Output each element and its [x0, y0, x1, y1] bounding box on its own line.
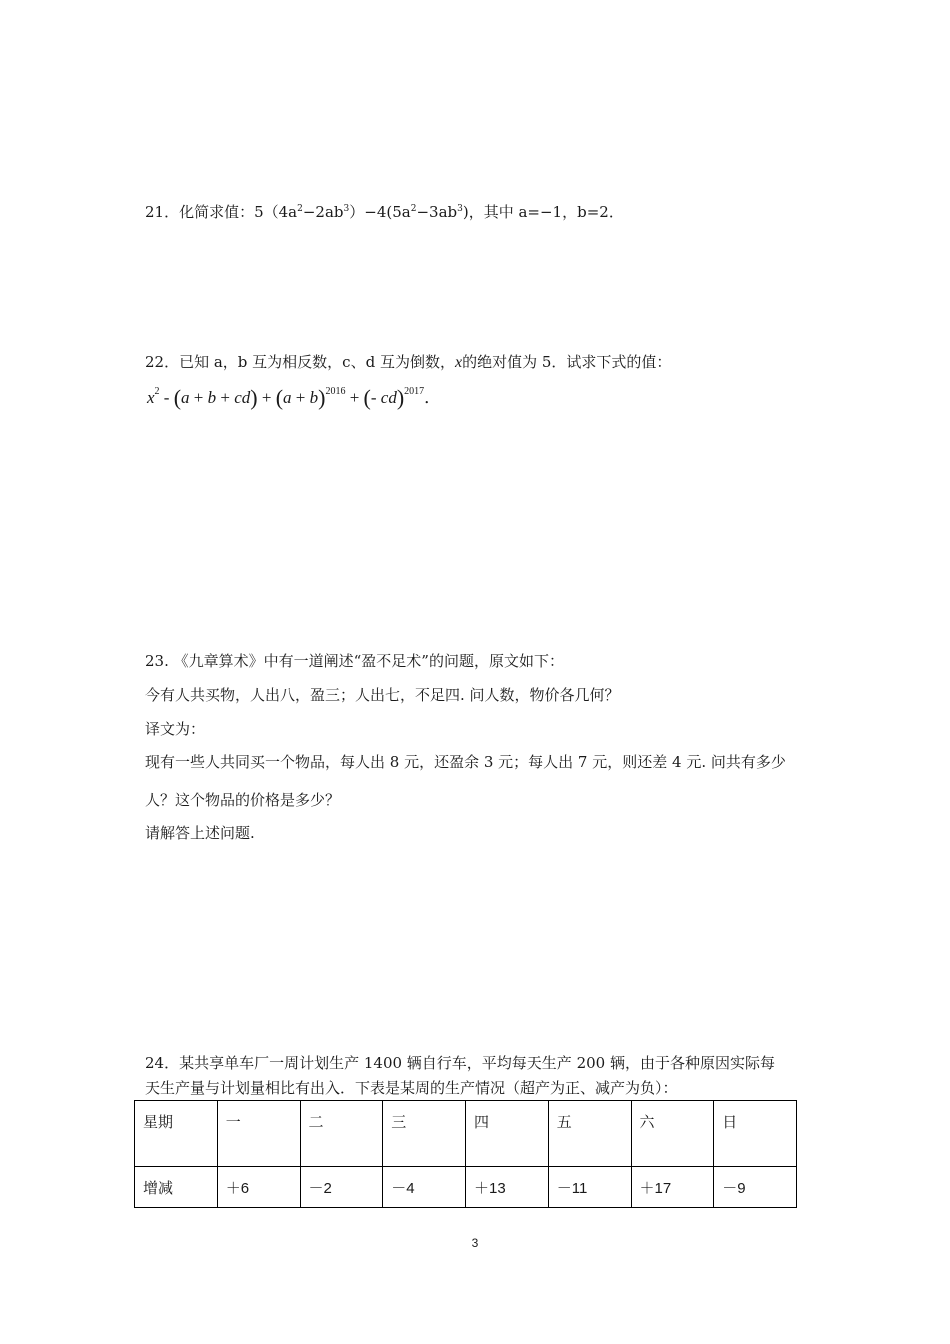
formula-exponent: 2017 [404, 386, 425, 397]
formula-paren: ) [250, 385, 258, 410]
formula-paren: ) [318, 385, 326, 410]
q21-sup: 2 [410, 204, 417, 214]
q22-formula [147, 383, 441, 411]
table-header-label: 星期 [135, 1101, 218, 1167]
formula-exponent: 2 [154, 386, 160, 397]
question-21 [145, 201, 624, 222]
formula-paren: ( [363, 385, 371, 410]
q23-line: 今有人共买物，人出八，盈三；人出七，不足四. 问人数，物价各几何？ [145, 686, 620, 704]
formula-paren: ) [396, 385, 405, 410]
table-day-cell: 一 [217, 1101, 300, 1167]
formula-period: ． [424, 388, 442, 407]
formula-operator: + [257, 388, 276, 407]
q21-part: )，其中 a=−1，b=2． [462, 203, 624, 221]
q21-part: ）−4(5a [349, 203, 411, 221]
formula-term: x [147, 388, 155, 407]
q23-line: 23. 《九章算术》中有一道阐述“盈不足术”的问题，原文如下： [145, 652, 564, 670]
q21-part: −3ab [416, 203, 458, 221]
formula-term: cd [234, 388, 251, 407]
formula-operator: + [189, 388, 208, 407]
formula-operator: + [216, 388, 235, 407]
q21-sup: 3 [457, 204, 463, 214]
formula-operator: - [370, 388, 381, 407]
table-day-cell: 五 [548, 1101, 631, 1167]
table-value-cell: －9 [714, 1167, 797, 1208]
q23-line: 请解答上述问题. [145, 824, 255, 842]
formula-operator: + [345, 388, 364, 407]
q24-line: 天生产量与计划量相比有出入．下表是某周的生产情况（超产为正、减产为负）： [145, 1079, 678, 1097]
table-value-cell: －11 [548, 1167, 631, 1208]
table-row [135, 1167, 797, 1208]
q23-line: 译文为： [145, 720, 206, 738]
production-table [134, 1100, 797, 1208]
formula-term: b [309, 388, 319, 407]
q22-text: 的绝对值为 5．试求下式的值： [462, 353, 672, 371]
formula-term: a [181, 388, 190, 407]
q21-lead: 化简求值：5（4a [179, 203, 298, 221]
q22-text: 已知 a，b 互为相反数，c、d 互为倒数， [179, 353, 455, 371]
formula-term: cd [380, 388, 397, 407]
formula-operator: - [163, 388, 170, 407]
table-day-cell: 六 [631, 1101, 714, 1167]
q23-line: 人？这个物品的价格是多少？ [145, 791, 341, 809]
table-day-cell: 四 [466, 1101, 549, 1167]
q21-sup: 3 [343, 204, 350, 214]
question-22 [145, 351, 671, 372]
table-value-cell: －2 [300, 1167, 383, 1208]
q24-line: 24．某共享单车厂一周计划生产 1400 辆自行车，平均每天生产 200 辆，由于各种原因实际每 [145, 1054, 775, 1072]
table-day-cell: 二 [300, 1101, 383, 1167]
formula-paren: ( [173, 385, 182, 410]
q21-part: −2ab [302, 203, 344, 221]
table-value-cell: －4 [383, 1167, 466, 1208]
table-value-cell: ＋13 [466, 1167, 549, 1208]
q21-number: 21． [145, 203, 180, 221]
formula-term: a [283, 388, 292, 407]
formula-exponent: 2016 [325, 386, 346, 397]
table-value-cell: ＋6 [217, 1167, 300, 1208]
q22-number: 22． [145, 353, 180, 371]
table-row-label: 增减 [135, 1167, 218, 1208]
table-day-cell: 日 [714, 1101, 797, 1167]
table-row [135, 1101, 797, 1167]
formula-paren: ( [275, 385, 284, 410]
table-value-cell: ＋17 [631, 1167, 714, 1208]
q23-line: 现有一些人共同买一个物品，每人出 8 元，还盈余 3 元；每人出 7 元，则还差 4 元. 问共有多少 [145, 753, 786, 771]
page-number: 3 [471, 1236, 479, 1250]
q22-var-x: x [454, 354, 463, 371]
formula-term: b [207, 388, 217, 407]
table-day-cell: 三 [383, 1101, 466, 1167]
q21-sup: 2 [297, 204, 303, 214]
formula-operator: + [291, 388, 310, 407]
